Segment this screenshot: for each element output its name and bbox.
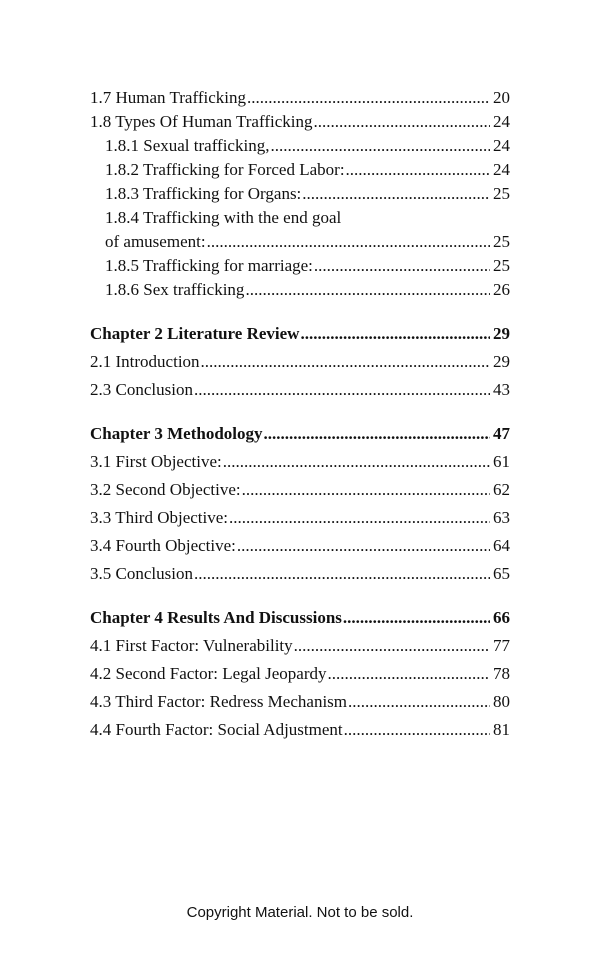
- toc-subentry: [105, 182, 510, 206]
- toc-entry-label: 1.8.6 Sex trafficking: [105, 280, 245, 299]
- toc-entry: [90, 378, 510, 402]
- toc-subentry-line2: [105, 230, 510, 254]
- toc-entry-label: Chapter 3 Methodology: [90, 424, 263, 443]
- toc-entry-label: 4.1 First Factor: Vulnerability: [90, 636, 293, 655]
- toc-entry-label: 1.8.4 Trafficking with the end goal: [105, 208, 342, 227]
- toc-entry-page: 78: [493, 664, 510, 683]
- leader-dots: [294, 634, 490, 658]
- toc-entry-page: 81: [493, 720, 510, 739]
- leader-dots: [194, 562, 490, 586]
- toc-entry-label: 4.3 Third Factor: Redress Mechanism: [90, 692, 348, 711]
- toc-entry-label: 4.4 Fourth Factor: Social Adjustment: [90, 720, 343, 739]
- toc-entry-label: of amusement:: [105, 232, 206, 251]
- toc-subentry: [105, 134, 510, 158]
- toc-entry: [90, 662, 510, 686]
- toc-entry: [90, 634, 510, 658]
- toc-entry: [90, 534, 510, 558]
- leader-dots: [242, 478, 490, 502]
- toc-entry-page: 64: [493, 536, 510, 555]
- toc-entry-page: 25: [493, 184, 510, 203]
- leader-dots: [348, 690, 490, 714]
- toc-entry: [90, 350, 510, 374]
- leader-dots: [300, 322, 490, 346]
- toc-subentry: [105, 278, 510, 302]
- toc-entry: [90, 478, 510, 502]
- toc-entry: [90, 110, 510, 134]
- leader-dots: [343, 606, 490, 630]
- leader-dots: [264, 422, 490, 446]
- leader-dots: [247, 86, 490, 110]
- toc-entry-page: 29: [493, 324, 510, 343]
- toc-chapter: [90, 422, 510, 446]
- toc-entry-label: 1.8 Types Of Human Trafficking: [90, 112, 313, 131]
- toc-entry-label: 3.2 Second Objective:: [90, 480, 241, 499]
- toc-entry-page: 24: [493, 160, 510, 179]
- leader-dots: [194, 378, 490, 402]
- toc-subentry: [105, 158, 510, 182]
- toc-entry-label: 1.8.3 Trafficking for Organs:: [105, 184, 302, 203]
- leader-dots: [302, 182, 490, 206]
- toc-chapter: [90, 606, 510, 630]
- leader-dots: [270, 134, 490, 158]
- copyright-footer: Copyright Material. Not to be sold.: [186, 904, 414, 921]
- toc-entry-label: 3.4 Fourth Objective:: [90, 536, 236, 555]
- toc-entry: [90, 718, 510, 742]
- toc-entry: [90, 86, 510, 110]
- toc-entry-page: 29: [493, 352, 510, 371]
- toc-entry-label: 3.5 Conclusion: [90, 564, 193, 583]
- toc-entry-page: 24: [493, 112, 510, 131]
- toc-entry-label: 1.8.5 Trafficking for marriage:: [105, 256, 313, 275]
- toc-entry-label: 3.1 First Objective:: [90, 452, 222, 471]
- toc-entry-label: 2.1 Introduction: [90, 352, 200, 371]
- toc-entry-label: Chapter 4 Results And Discussions: [90, 608, 342, 627]
- toc-entry: [90, 506, 510, 530]
- toc-entry-page: 63: [493, 508, 510, 527]
- toc-entry-page: 24: [493, 136, 510, 155]
- toc-entry: [90, 690, 510, 714]
- leader-dots: [229, 506, 490, 530]
- toc-entry-page: 25: [493, 232, 510, 251]
- leader-dots: [245, 278, 490, 302]
- leader-dots: [344, 718, 490, 742]
- toc-entry-page: 47: [493, 424, 510, 443]
- table-of-contents: [90, 86, 510, 742]
- toc-subentry: [105, 254, 510, 278]
- leader-dots: [223, 450, 490, 474]
- leader-dots: [201, 350, 490, 374]
- leader-dots: [314, 254, 490, 278]
- toc-entry-page: 80: [493, 692, 510, 711]
- toc-entry: [90, 450, 510, 474]
- toc-entry: [90, 562, 510, 586]
- leader-dots: [207, 230, 490, 254]
- toc-entry-label: Chapter 2 Literature Review: [90, 324, 300, 343]
- toc-entry-label: 1.7 Human Trafficking: [90, 88, 246, 107]
- toc-entry-page: 66: [493, 608, 510, 627]
- toc-entry-page: 62: [493, 480, 510, 499]
- toc-entry-label: 4.2 Second Factor: Legal Jeopardy: [90, 664, 327, 683]
- leader-dots: [313, 110, 490, 134]
- leader-dots: [328, 662, 490, 686]
- leader-dots: [346, 158, 490, 182]
- toc-entry-page: 77: [493, 636, 510, 655]
- toc-entry-label: 1.8.1 Sexual trafficking,: [105, 136, 270, 155]
- toc-entry-page: 25: [493, 256, 510, 275]
- toc-entry-label: 2.3 Conclusion: [90, 380, 193, 399]
- toc-entry-page: 43: [493, 380, 510, 399]
- toc-entry-page: 20: [493, 88, 510, 107]
- toc-entry-page: 65: [493, 564, 510, 583]
- toc-entry-label: 1.8.2 Trafficking for Forced Labor:: [105, 160, 345, 179]
- toc-entry-page: 61: [493, 452, 510, 471]
- toc-chapter: [90, 322, 510, 346]
- toc-entry-page: 26: [493, 280, 510, 299]
- toc-subentry-line1: [105, 206, 510, 230]
- leader-dots: [237, 534, 490, 558]
- toc-entry-label: 3.3 Third Objective:: [90, 508, 229, 527]
